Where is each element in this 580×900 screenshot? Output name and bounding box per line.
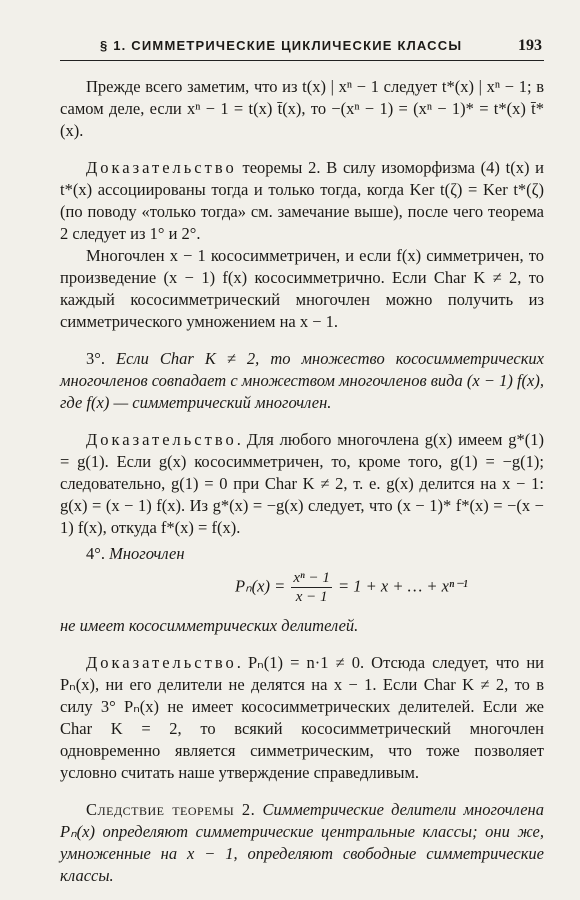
paragraph-proof-4: Доказательство. Pₙ(1) = n·1 ≠ 0. Отсюда следует, что ни Pₙ(x), ни его делители не делятся на x − 1. Если Char K ≠ 2, то в силу 3° Pₙ(x) не имеет кососимметрических делителей. Если же Char K = 2, то всякий кососимметрический многочлен одновременно является симметрическим, что тоже позволяет условно считать наше утверждение справедливым. [60,653,544,782]
proof-4-text: Pₙ(1) = n·1 ≠ 0. Отсюда следует, что ни Pₙ(x), ни его делители не делятся на x − 1. Если Char K ≠ 2, то в силу 3° Pₙ(x) не имеет кососимметрических делителей. Если же Char K = 2, то всякий кососимметрический многочлен одновременно является симметрическим, что тоже позволяет условно считать наше утверждение справедливым. [60,653,544,782]
proof-label: Доказательство [86,158,237,177]
proposition-4-tail [60,615,544,637]
proposition-4-number: 4°. [86,544,105,563]
formula-rhs: = 1 + x + … + xⁿ⁻¹ [338,576,468,596]
page-number: 193 [518,37,542,54]
paragraph-3: Многочлен x − 1 кососимметричен, и если f(x) симметричен, то произведение (x − 1) f(x) кососимметрично. Если Char K ≠ 2, то каждый кососимметрический многочлен можно получить из симметрического умножением на x − 1. [60,246,544,331]
proposition-3 [60,348,544,414]
formula-numerator: xⁿ − 1 [293,570,330,586]
running-header [60,34,544,61]
proposition-3-text: Если Char K ≠ 2, то множество кососимметрических многочленов совпадает с множеством многочленов вида (x − 1) f(x), где f(x) — симметрический многочлен. [60,349,545,412]
proof-label-2: Доказательство [86,430,237,449]
proposition-4-head: Многочлен [109,544,185,563]
page-body [60,76,544,887]
paragraph-proof-3: Доказательство. Для любого многочлена g(x) имеем g*(1) = g(1). Если g(x) кососимметричен, то, кроме того, g(1) = −g(1); следовательно, g(1) = 0 при Char K ≠ 2, т. е. g(x) делится на x − 1: g(x) = (x − 1) f(x). Из g*(x) = −g(x) следует, что (x − 1)* f*(x) = −(x − 1) f(x), откуда f*(x) = f(x). [60,430,544,537]
proposition-3-number: 3°. [86,349,105,368]
proposition-4-tail-text: не имеет кососимметрических делителей. [60,616,359,635]
corollary [60,799,544,887]
proof-label-3: Доказательство [86,653,237,672]
proof-text: теоремы 2. В силу изоморфизма (4) t(x) и t*(x) ассоциированы тогда и только тогда, когда Ker t(ζ) = Ker t*(ζ) (по поводу «только тогда» см. замечание выше), после чего теорема 2 следует из 1° и 2°. [60,158,544,243]
corollary-label: Следствие теоремы 2. [86,800,256,819]
formula-pn [60,569,544,609]
header-title: § 1. СИММЕТРИЧЕСКИЕ ЦИКЛИЧЕСКИЕ КЛАССЫ [100,38,463,53]
proposition-4 [60,543,544,565]
formula-denominator: x − 1 [295,589,328,605]
paragraph-proof-theorem-2 [60,157,544,245]
formula-lhs: Pₙ(x) = [235,576,286,596]
corollary-text: Симметрические делители многочлена Pₙ(x) определяют симметрические центральные классы; они же, умноженные на x − 1, определяют свободные симметрические классы. [60,800,544,885]
formula-fraction [291,569,332,606]
paragraph-1: Прежде всего заметим, что из t(x) | xⁿ − 1 следует t*(x) | xⁿ − 1; в самом деле, если xⁿ − 1 = t(x) t̄(x), то −(xⁿ − 1) = (xⁿ − 1)* = t*(x) t̄*(x). [60,77,544,140]
proof-3-text: Для любого многочлена g(x) имеем g*(1) = g(1). Если g(x) кососимметричен, то, кроме того, g(1) = −g(1); следовательно, g(1) = 0 при Char K ≠ 2, т. е. g(x) делится на x − 1: g(x) = (x − 1) f(x). Из g*(x) = −g(x) следует, что (x − 1)* f*(x) = −(x − 1) f(x), откуда f*(x) = f(x). [60,430,544,537]
